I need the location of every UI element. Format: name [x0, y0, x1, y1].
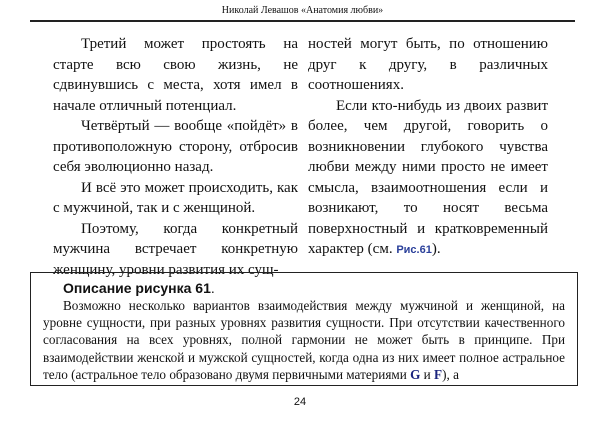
header-title: Николай Левашов «Анатомия любви»	[221, 5, 384, 16]
paragraph	[308, 96, 548, 261]
running-header	[30, 0, 575, 22]
paragraph: Поэтому, когда конкретный мужчина встречает конкретную женщину, уровни развития их сущ-	[53, 220, 298, 278]
figure-description-title	[63, 279, 565, 297]
matter-g: G	[410, 366, 421, 382]
left-column	[53, 34, 298, 280]
figure-61-link[interactable]: Рис.61	[396, 244, 432, 256]
paragraph: И всё это может происходить, как с мужчиной, так и с женщиной.	[53, 179, 298, 216]
figure-title-text: Описание рисунка 61	[63, 280, 211, 296]
paragraph-text-end: ).	[431, 241, 441, 257]
conjunction: и	[420, 366, 435, 382]
figure-title-dot: .	[210, 280, 215, 296]
paragraph: ностей могут быть, по отношению друг к другу, в различных соотношениях.	[308, 36, 548, 93]
paragraph: Четвёртый — вообще «пойдёт» в противоположную сторону, отбросив себя эволюционно назад.	[53, 118, 298, 175]
figure-text-tail: ), а	[442, 366, 459, 382]
figure-description-text	[43, 297, 565, 383]
page-number: 24	[293, 396, 307, 408]
matter-f: F	[434, 366, 443, 382]
paragraph: Третий может простоять на старте всю свою жизнь, не сдвинувшись с места, хотя имел в начале отличный потенциал.	[53, 36, 298, 114]
figure-text-main: Возможно несколько вариантов взаимодействия между мужчиной и женщиной, на уровне сущности, при разных уровнях развития сущности. При отсутствии качественного согласования на всех уровнях, полной гармонии не может быть в принципе. При взаимодействии женской и мужской сущностей, когда одна из них имеет полное астральное тело (астральное тело образовано двумя первичными материями	[43, 298, 565, 382]
right-column	[308, 34, 548, 261]
paragraph-text: Если кто-нибудь из двоих развит более, чем другой, говорить о возникновении глубокого чувства любви между ними просто не имеет смысла, взаимоотношения если и возникают, то носят весьма поверхностный и кратковременный характер (см.	[308, 97, 548, 257]
figure-description-box	[30, 272, 578, 386]
